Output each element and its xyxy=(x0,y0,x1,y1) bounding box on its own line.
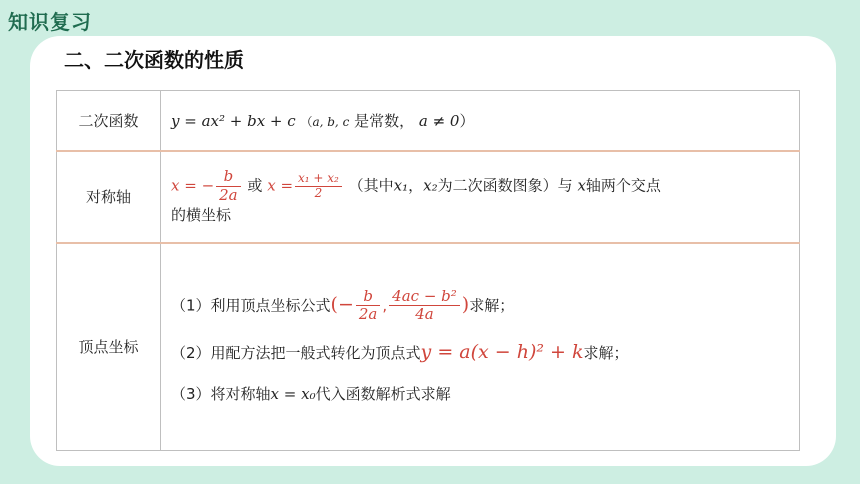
step3-suffix: 代入函数解析式求解 xyxy=(315,384,451,403)
axis-cell xyxy=(161,151,800,243)
vertex-frac2-num: 4ac − b² xyxy=(389,288,460,306)
axis-desc1: （其中 xyxy=(348,176,394,195)
axis-desc4: 的横坐标 xyxy=(171,205,232,224)
table-row-axis xyxy=(57,151,800,243)
vertex-frac2-den: 4a xyxy=(415,305,434,324)
axis-eq2-left: x = xyxy=(267,176,294,195)
axis-eq2-den: 2 xyxy=(314,185,323,200)
axis-desc2: 为二次函数图象）与 xyxy=(437,176,573,195)
axis-eq1-fraction xyxy=(216,168,241,204)
axis-eq2-num: x₁ + x₂ xyxy=(295,172,342,187)
axis-eq1-left: x = − xyxy=(171,176,215,195)
form-cell xyxy=(161,91,800,151)
vertex-step-2 xyxy=(171,337,789,367)
axis-eq1-den: 2a xyxy=(219,185,238,204)
axis-comma: ， xyxy=(408,176,424,195)
table-row-form xyxy=(57,91,800,151)
properties-table xyxy=(56,90,800,451)
vertex-frac1-den: 2a xyxy=(358,305,378,324)
step1-prefix: （1）利用顶点坐标公式 xyxy=(171,296,331,315)
row-label-vertex: 顶点坐标 xyxy=(57,243,161,451)
vertex-form-equation: y = a(x − h)² + k xyxy=(420,341,584,364)
note-text: 是常数， xyxy=(354,111,415,130)
step1-suffix: 求解； xyxy=(469,296,515,315)
paren-open: （ xyxy=(300,114,313,129)
vertex-fraction-2 xyxy=(389,288,460,324)
row-label-form: 二次函数 xyxy=(57,91,161,151)
step1-close: ) xyxy=(461,293,470,316)
axis-eq1-num: b xyxy=(216,168,241,186)
header-title: 知识复习 xyxy=(8,10,92,34)
step2-suffix: 求解； xyxy=(583,344,629,363)
row-label-axis: 对称轴 xyxy=(57,151,161,243)
step2-prefix: （2）用配方法把一般式转化为顶点式 xyxy=(171,344,421,363)
vertex-fraction-1 xyxy=(356,288,381,324)
params-text: a, b, c xyxy=(312,114,350,129)
vertex-frac1-num: b xyxy=(356,288,381,306)
general-form-equation: y = ax² + bx + c xyxy=(171,111,296,130)
table-row-vertex xyxy=(57,243,800,451)
vertex-step-1 xyxy=(171,288,789,324)
condition-text: a ≠ 0 xyxy=(418,111,460,130)
step3-prefix: （3）将对称轴 xyxy=(171,384,271,403)
axis-desc3: 轴两个交点 xyxy=(585,176,661,195)
paren-close: ） xyxy=(459,111,475,130)
axis-x1: x₁ xyxy=(393,176,409,195)
section-title: 二、二次函数的性质 xyxy=(64,48,244,72)
step3-equation: x = x₀ xyxy=(270,384,316,403)
step1-open: (− xyxy=(330,293,354,316)
or-text: 或 xyxy=(247,176,263,195)
axis-x2: x₂ xyxy=(423,176,438,195)
vertex-cell xyxy=(161,243,800,451)
axis-xvar: x xyxy=(577,176,586,195)
vertex-step-3 xyxy=(171,382,789,406)
step1-comma: , xyxy=(382,296,388,315)
axis-eq2-fraction xyxy=(295,172,342,201)
